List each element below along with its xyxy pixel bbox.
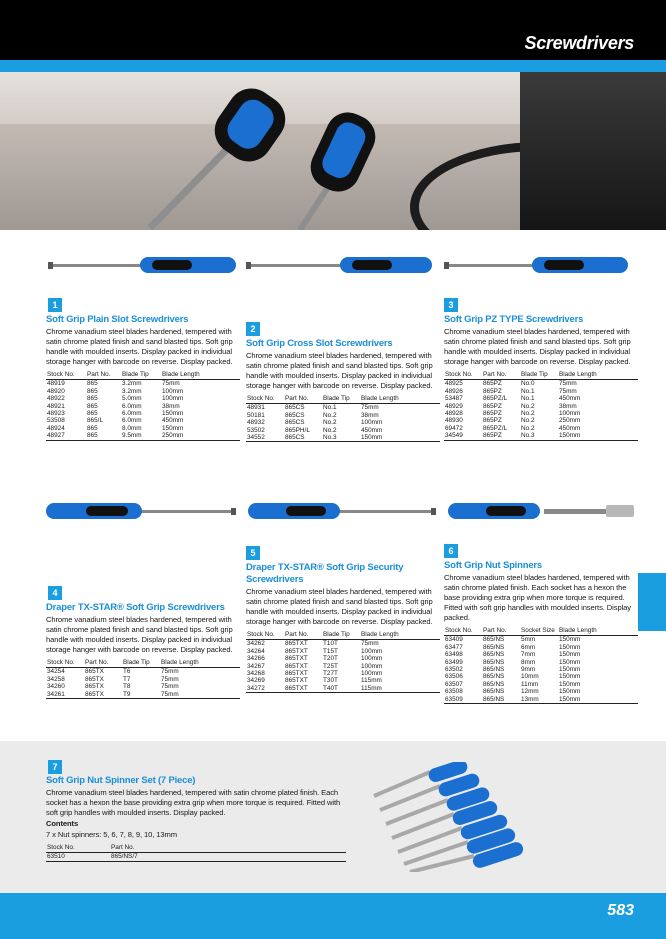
table-row (444, 636, 638, 644)
table-row (444, 410, 638, 417)
section-2-description: Chrome vanadium steel blades hardened, tempered with satin chrome plated finish and sand blasted tips. Soft grip handle with moulded inserts. Display packed in individual storage hanger with barcode on reverse. Display packed. (246, 351, 433, 390)
table-cell: T27T (323, 670, 338, 678)
section-7-description: Chrome vanadium steel blades hardened, tempered with satin chrome plated finish. Each socket has a hexon the base providing extra grip when more torque is required. Fitted with soft grip handles with moulded inserts. Display packed. (46, 788, 341, 817)
table-header: Stock No. (246, 631, 284, 640)
table-cell: 38mm (162, 402, 180, 410)
table-cell: 100mm (559, 410, 581, 418)
table-cell: No.2 (323, 411, 337, 419)
table-cell: No.1 (521, 395, 535, 403)
table-cell: 38mm (361, 411, 379, 419)
table-cell: 865/NS (483, 666, 505, 674)
table-row (444, 666, 638, 673)
table-cell: 75mm (559, 387, 577, 395)
section-2-table (246, 395, 440, 442)
table-cell: 865 (87, 424, 98, 432)
table-row (444, 388, 638, 395)
table-cell: 865/NS (483, 658, 505, 666)
header-stripe (0, 60, 666, 72)
table-row (246, 434, 440, 442)
table-cell: 63498 (445, 651, 463, 659)
table-cell: No.2 (521, 402, 535, 410)
table-cell: T7 (123, 675, 131, 683)
page-header (0, 0, 666, 72)
table-header: Socket Size (520, 627, 558, 636)
table-row (46, 417, 240, 424)
table-cell: 34262 (247, 640, 265, 648)
table-cell: 250mm (559, 417, 581, 425)
page-title: Screwdrivers (524, 33, 634, 53)
table-row (444, 380, 638, 388)
table-cell: 100mm (162, 387, 184, 395)
table-cell: 34254 (47, 668, 65, 676)
table-cell: No.2 (521, 424, 535, 432)
table-row (444, 696, 638, 704)
table-cell: 865PZ (483, 410, 502, 418)
section-4-table (46, 659, 240, 699)
table-row (46, 853, 346, 861)
table-cell: 48932 (247, 419, 265, 427)
table-row (444, 659, 638, 666)
table-cell: 100mm (361, 419, 383, 427)
section-1-description: Chrome vanadium steel blades hardened, tempered with satin chrome plated finish and sand blasted tips. Soft grip handle with moulded inserts. Display packed in individual storage hanger with barcode on reverse. Display packed. (46, 327, 233, 366)
section-7-contents-text: 7 x Nut spinners: 5, 6, 7, 8, 9, 10, 13mm (46, 830, 177, 839)
table-cell: 34269 (247, 677, 265, 685)
table-row (246, 427, 440, 434)
table-row (46, 380, 240, 388)
table-header: Blade Tip (520, 371, 558, 380)
table-cell: 3.2mm (122, 380, 142, 388)
table-cell: 7mm (521, 651, 536, 659)
table-cell: 38mm (559, 402, 577, 410)
table-row (46, 403, 240, 410)
table-cell: 865/NS (483, 688, 505, 696)
section-6-table (444, 627, 638, 704)
table-header: Part No. (284, 631, 322, 640)
table-cell: 865TXT (285, 670, 308, 678)
table-header: Stock No. (246, 395, 284, 404)
table-cell: 75mm (160, 691, 240, 699)
table-cell: 150mm (559, 666, 581, 674)
table-cell: 9mm (521, 666, 536, 674)
table-cell: T10T (323, 640, 338, 648)
table-cell: T25T (323, 662, 338, 670)
section-6-description: Chrome vanadium steel blades hardened, tempered with satin chrome plated finish. Each socket has a hexon the base providing extra grip when more torque is required. Fitted with soft grip handles with moulded inserts. Display packed. (444, 573, 631, 622)
section-2 (246, 338, 440, 442)
table-cell: 75mm (161, 675, 179, 683)
table-row (246, 640, 440, 648)
table-cell: 75mm (161, 668, 179, 676)
table-header: Blade Tip (322, 631, 360, 640)
section-3-title: Soft Grip PZ TYPE Screwdrivers (444, 314, 584, 325)
table-header: Blade Tip (322, 395, 360, 404)
section-1-table (46, 371, 240, 441)
page-footer (0, 893, 666, 939)
table-cell: 48921 (47, 402, 65, 410)
table-cell: 865TXT (285, 647, 308, 655)
table-cell: 63409 (445, 636, 463, 644)
table-cell: 865PZ (483, 417, 502, 425)
table-cell: No.2 (323, 426, 337, 434)
table-cell: 8mm (521, 658, 536, 666)
cross-screwdriver-icon (246, 257, 436, 273)
table-cell: 12mm (521, 688, 539, 696)
table-row (444, 673, 638, 680)
section-1 (46, 314, 240, 441)
table-cell: 150mm (559, 680, 581, 688)
table-cell: 865TX (85, 683, 104, 691)
table-cell: 250mm (161, 432, 240, 440)
table-cell: 8.0mm (122, 424, 142, 432)
table-cell: 865CS (285, 411, 305, 419)
table-cell: 63502 (445, 666, 463, 674)
table-cell: 75mm (162, 380, 180, 388)
table-cell: 53487 (445, 395, 463, 403)
table-cell: 34264 (247, 647, 265, 655)
table-header: Part No. (84, 659, 122, 668)
table-cell: 34258 (47, 675, 65, 683)
table-cell: No.1 (521, 387, 535, 395)
table-header: Part No. (110, 844, 346, 853)
table-cell: 865 (87, 387, 98, 395)
table-header: Stock No. (46, 844, 110, 853)
table-cell: 34266 (247, 655, 265, 663)
table-row (246, 404, 440, 412)
table-row (46, 691, 240, 699)
table-cell: 865PZ (483, 380, 502, 388)
table-cell: 865/L (87, 417, 103, 425)
table-cell: 450mm (559, 424, 581, 432)
table-row (444, 432, 638, 440)
torx-screwdriver-icon (46, 503, 236, 519)
table-cell: 48929 (445, 402, 463, 410)
table-row (246, 412, 440, 419)
table-row (246, 648, 440, 655)
table-cell: 150mm (559, 673, 581, 681)
table-row (46, 432, 240, 440)
table-cell: 34268 (247, 670, 265, 678)
table-row (444, 688, 638, 695)
table-header: Part No. (86, 371, 121, 380)
section-2-title: Soft Grip Cross Slot Screwdrivers (246, 338, 393, 349)
table-cell: T9 (122, 691, 160, 699)
table-cell: 865PZ (483, 402, 502, 410)
table-cell: 150mm (162, 410, 184, 418)
table-cell: 48923 (47, 410, 65, 418)
table-cell: 48925 (445, 380, 463, 388)
table-cell: 100mm (361, 662, 383, 670)
section-5 (246, 562, 440, 693)
table-cell: 865PZ/L (483, 424, 508, 432)
table-cell: 6.0mm (122, 417, 142, 425)
table-cell: 48924 (47, 424, 65, 432)
table-cell: 75mm (361, 640, 379, 648)
table-row (444, 417, 638, 424)
table-cell: 53508 (47, 417, 65, 425)
table-row (246, 655, 440, 662)
table-cell: 9.5mm (121, 432, 161, 440)
table-header: Part No. (284, 395, 322, 404)
table-cell: No.3 (322, 434, 360, 442)
table-cell: 48926 (445, 387, 463, 395)
section-7 (46, 775, 346, 862)
hero-photo (0, 72, 666, 230)
table-cell: 75mm (361, 404, 379, 412)
pz-screwdriver-icon (444, 257, 634, 273)
table-cell: 450mm (559, 395, 581, 403)
table-cell: 150mm (559, 643, 581, 651)
table-cell: 150mm (559, 636, 581, 644)
table-cell: 48930 (445, 417, 463, 425)
table-header: Stock No. (46, 659, 84, 668)
table-row (46, 683, 240, 690)
table-cell: 6.0mm (122, 402, 142, 410)
table-cell: 100mm (361, 655, 383, 663)
table-cell: 63509 (444, 696, 482, 704)
table-header: Part No. (482, 627, 520, 636)
table-header: Blade Length (160, 659, 240, 668)
section-7-title: Soft Grip Nut Spinner Set (7 Piece) (46, 775, 196, 786)
table-cell: 865/NS (483, 680, 505, 688)
table-header: Stock No. (444, 371, 482, 380)
table-cell: 34272 (246, 685, 284, 693)
table-cell: 34549 (444, 432, 482, 440)
table-cell: 865PZ/L (483, 395, 508, 403)
table-cell: 53502 (247, 426, 265, 434)
flat-screwdriver-icon (48, 257, 238, 273)
table-row (444, 425, 638, 432)
table-cell: T20T (323, 655, 338, 663)
table-cell: 450mm (162, 417, 184, 425)
table-cell: 100mm (162, 395, 184, 403)
table-row (246, 663, 440, 670)
table-cell: 11mm (521, 680, 539, 688)
table-cell: 865/NS (482, 696, 520, 704)
table-cell: 150mm (559, 651, 581, 659)
table-cell: 150mm (360, 434, 440, 442)
table-row (46, 410, 240, 417)
table-header: Blade Tip (121, 371, 161, 380)
table-cell: No.2 (521, 410, 535, 418)
table-cell: 63510 (46, 853, 110, 861)
section-5-table (246, 631, 440, 693)
table-cell: 63507 (445, 680, 463, 688)
table-cell: 865 (87, 410, 98, 418)
table-cell: 34267 (247, 662, 265, 670)
section-2-number: 2 (246, 322, 260, 336)
table-cell: 75mm (559, 380, 577, 388)
table-row (46, 388, 240, 395)
table-cell: No.0 (521, 380, 535, 388)
table-cell: 865/NS (483, 636, 505, 644)
table-header: Part No. (482, 371, 520, 380)
table-header: Blade Length (161, 371, 240, 380)
section-7-contents-label: Contents (46, 819, 79, 828)
table-row (444, 395, 638, 402)
table-cell: 48928 (445, 410, 463, 418)
table-cell: 865TX (85, 675, 104, 683)
table-cell: 10mm (521, 673, 539, 681)
table-cell: 150mm (559, 658, 581, 666)
table-row (46, 395, 240, 402)
table-row (46, 676, 240, 683)
table-cell: 3.2mm (122, 387, 142, 395)
table-cell: 865 (87, 380, 98, 388)
nut-spinner-icon (444, 503, 634, 519)
table-row (246, 685, 440, 693)
table-cell: No.2 (323, 419, 337, 427)
table-cell: 865CS (285, 419, 305, 427)
table-cell: 63508 (445, 688, 463, 696)
table-cell: 6mm (521, 643, 536, 651)
table-cell: 865TXT (285, 677, 308, 685)
table-cell: 865CS (285, 404, 305, 412)
section-4-number: 4 (48, 586, 62, 600)
table-cell: 150mm (558, 432, 638, 440)
table-cell: 100mm (361, 647, 383, 655)
table-cell: 69472 (445, 424, 463, 432)
table-cell: 100mm (361, 670, 383, 678)
table-cell: 865CS (284, 434, 322, 442)
section-5-number: 5 (246, 546, 260, 560)
table-header: Blade Tip (122, 659, 160, 668)
table-cell: 865TX (84, 691, 122, 699)
table-header: Blade Length (360, 395, 440, 404)
table-cell: No.3 (520, 432, 558, 440)
table-row (246, 419, 440, 426)
table-cell: 150mm (558, 696, 638, 704)
table-header: Stock No. (444, 627, 482, 636)
table-row (444, 403, 638, 410)
table-cell: T40T (322, 685, 360, 693)
table-cell: 865TXT (285, 640, 308, 648)
section-7-number: 7 (48, 760, 62, 774)
section-7-table (46, 844, 346, 862)
table-cell: 50181 (247, 411, 265, 419)
table-cell: 34260 (47, 683, 65, 691)
table-cell: 865 (87, 395, 98, 403)
table-cell: 6.0mm (122, 410, 142, 418)
table-cell: 865 (86, 432, 121, 440)
table-cell: T8 (123, 683, 131, 691)
table-cell: 865PZ (483, 387, 502, 395)
table-cell: T6 (123, 668, 131, 676)
table-row (246, 670, 440, 677)
section-4-title: Draper TX-STAR® Soft Grip Screwdrivers (46, 602, 225, 613)
table-row (46, 668, 240, 676)
table-cell: T15T (323, 647, 338, 655)
page-edge-tab (638, 573, 666, 631)
table-cell: 865TX (85, 668, 104, 676)
table-row (246, 677, 440, 684)
table-cell: 63499 (445, 658, 463, 666)
table-header: Blade Length (558, 371, 638, 380)
table-cell: 48920 (47, 387, 65, 395)
section-3-description: Chrome vanadium steel blades hardened, tempered with satin chrome plated finish and sand blasted tips. Soft grip handle with moulded inserts. Display packed in individual storage hanger with barcode on reverse. Display packed. (444, 327, 631, 366)
section-1-title: Soft Grip Plain Slot Screwdrivers (46, 314, 189, 325)
table-cell: 865TXT (284, 685, 322, 693)
page-number: 583 (607, 902, 634, 919)
section-3-table (444, 371, 638, 441)
section-4 (46, 602, 240, 699)
table-cell: 865PZ (482, 432, 520, 440)
table-cell: 34552 (246, 434, 284, 442)
table-cell: 865 (87, 402, 98, 410)
table-cell: 48931 (247, 404, 265, 412)
table-row (444, 681, 638, 688)
table-cell: 48919 (47, 380, 65, 388)
table-header: Stock No. (46, 371, 86, 380)
table-cell: 865PH/L (285, 426, 310, 434)
section-6-number: 6 (444, 544, 458, 558)
table-cell: 865/NS (483, 643, 505, 651)
section-4-description: Chrome vanadium steel blades hardened, tempered with satin chrome plated finish and sand blasted tips. Soft grip handle with moulded inserts. Display packed in individual storage hanger with barcode on reverse. Display packed. (46, 615, 233, 654)
section-5-description: Chrome vanadium steel blades hardened, tempered with satin chrome plated finish and sand blasted tips. Soft grip handle with moulded inserts. Display packed in individual storage hanger with barcode on reverse. Display packed. (246, 587, 433, 626)
table-cell: 63477 (445, 643, 463, 651)
table-cell: 865TXT (285, 662, 308, 670)
table-cell: 75mm (161, 683, 179, 691)
table-row (444, 644, 638, 651)
table-cell: T30T (323, 677, 338, 685)
section-6 (444, 560, 638, 704)
table-cell: 63506 (445, 673, 463, 681)
table-cell: 865TXT (285, 655, 308, 663)
section-5-title: Draper TX-STAR® Soft Grip Security Screwdrivers (246, 562, 404, 585)
table-cell: 150mm (559, 688, 581, 696)
security-screwdriver-icon (246, 503, 436, 519)
section-3-number: 3 (444, 298, 458, 312)
table-cell: 115mm (360, 685, 440, 693)
table-cell: 48927 (46, 432, 86, 440)
table-cell: No.1 (323, 404, 337, 412)
table-cell: 450mm (361, 426, 383, 434)
table-cell: 5.0mm (122, 395, 142, 403)
section-1-number: 1 (48, 298, 62, 312)
hero-screwdrivers-icon (0, 72, 666, 230)
nut-spinner-set-icon (370, 762, 530, 872)
table-cell: No.2 (521, 417, 535, 425)
table-cell: 865/NS/7 (110, 853, 346, 861)
table-header: Blade Length (360, 631, 440, 640)
table-row (46, 425, 240, 432)
table-cell: 150mm (162, 424, 184, 432)
table-cell: 865/NS (483, 651, 505, 659)
table-cell: 34261 (46, 691, 84, 699)
table-row (444, 651, 638, 658)
section-3 (444, 314, 638, 441)
table-cell: 13mm (520, 696, 558, 704)
table-cell: 115mm (361, 677, 382, 685)
table-cell: 865/NS (483, 673, 505, 681)
section-6-title: Soft Grip Nut Spinners (444, 560, 542, 571)
table-header: Blade Length (558, 627, 638, 636)
table-cell: 48922 (47, 395, 65, 403)
table-cell: 5mm (521, 636, 536, 644)
